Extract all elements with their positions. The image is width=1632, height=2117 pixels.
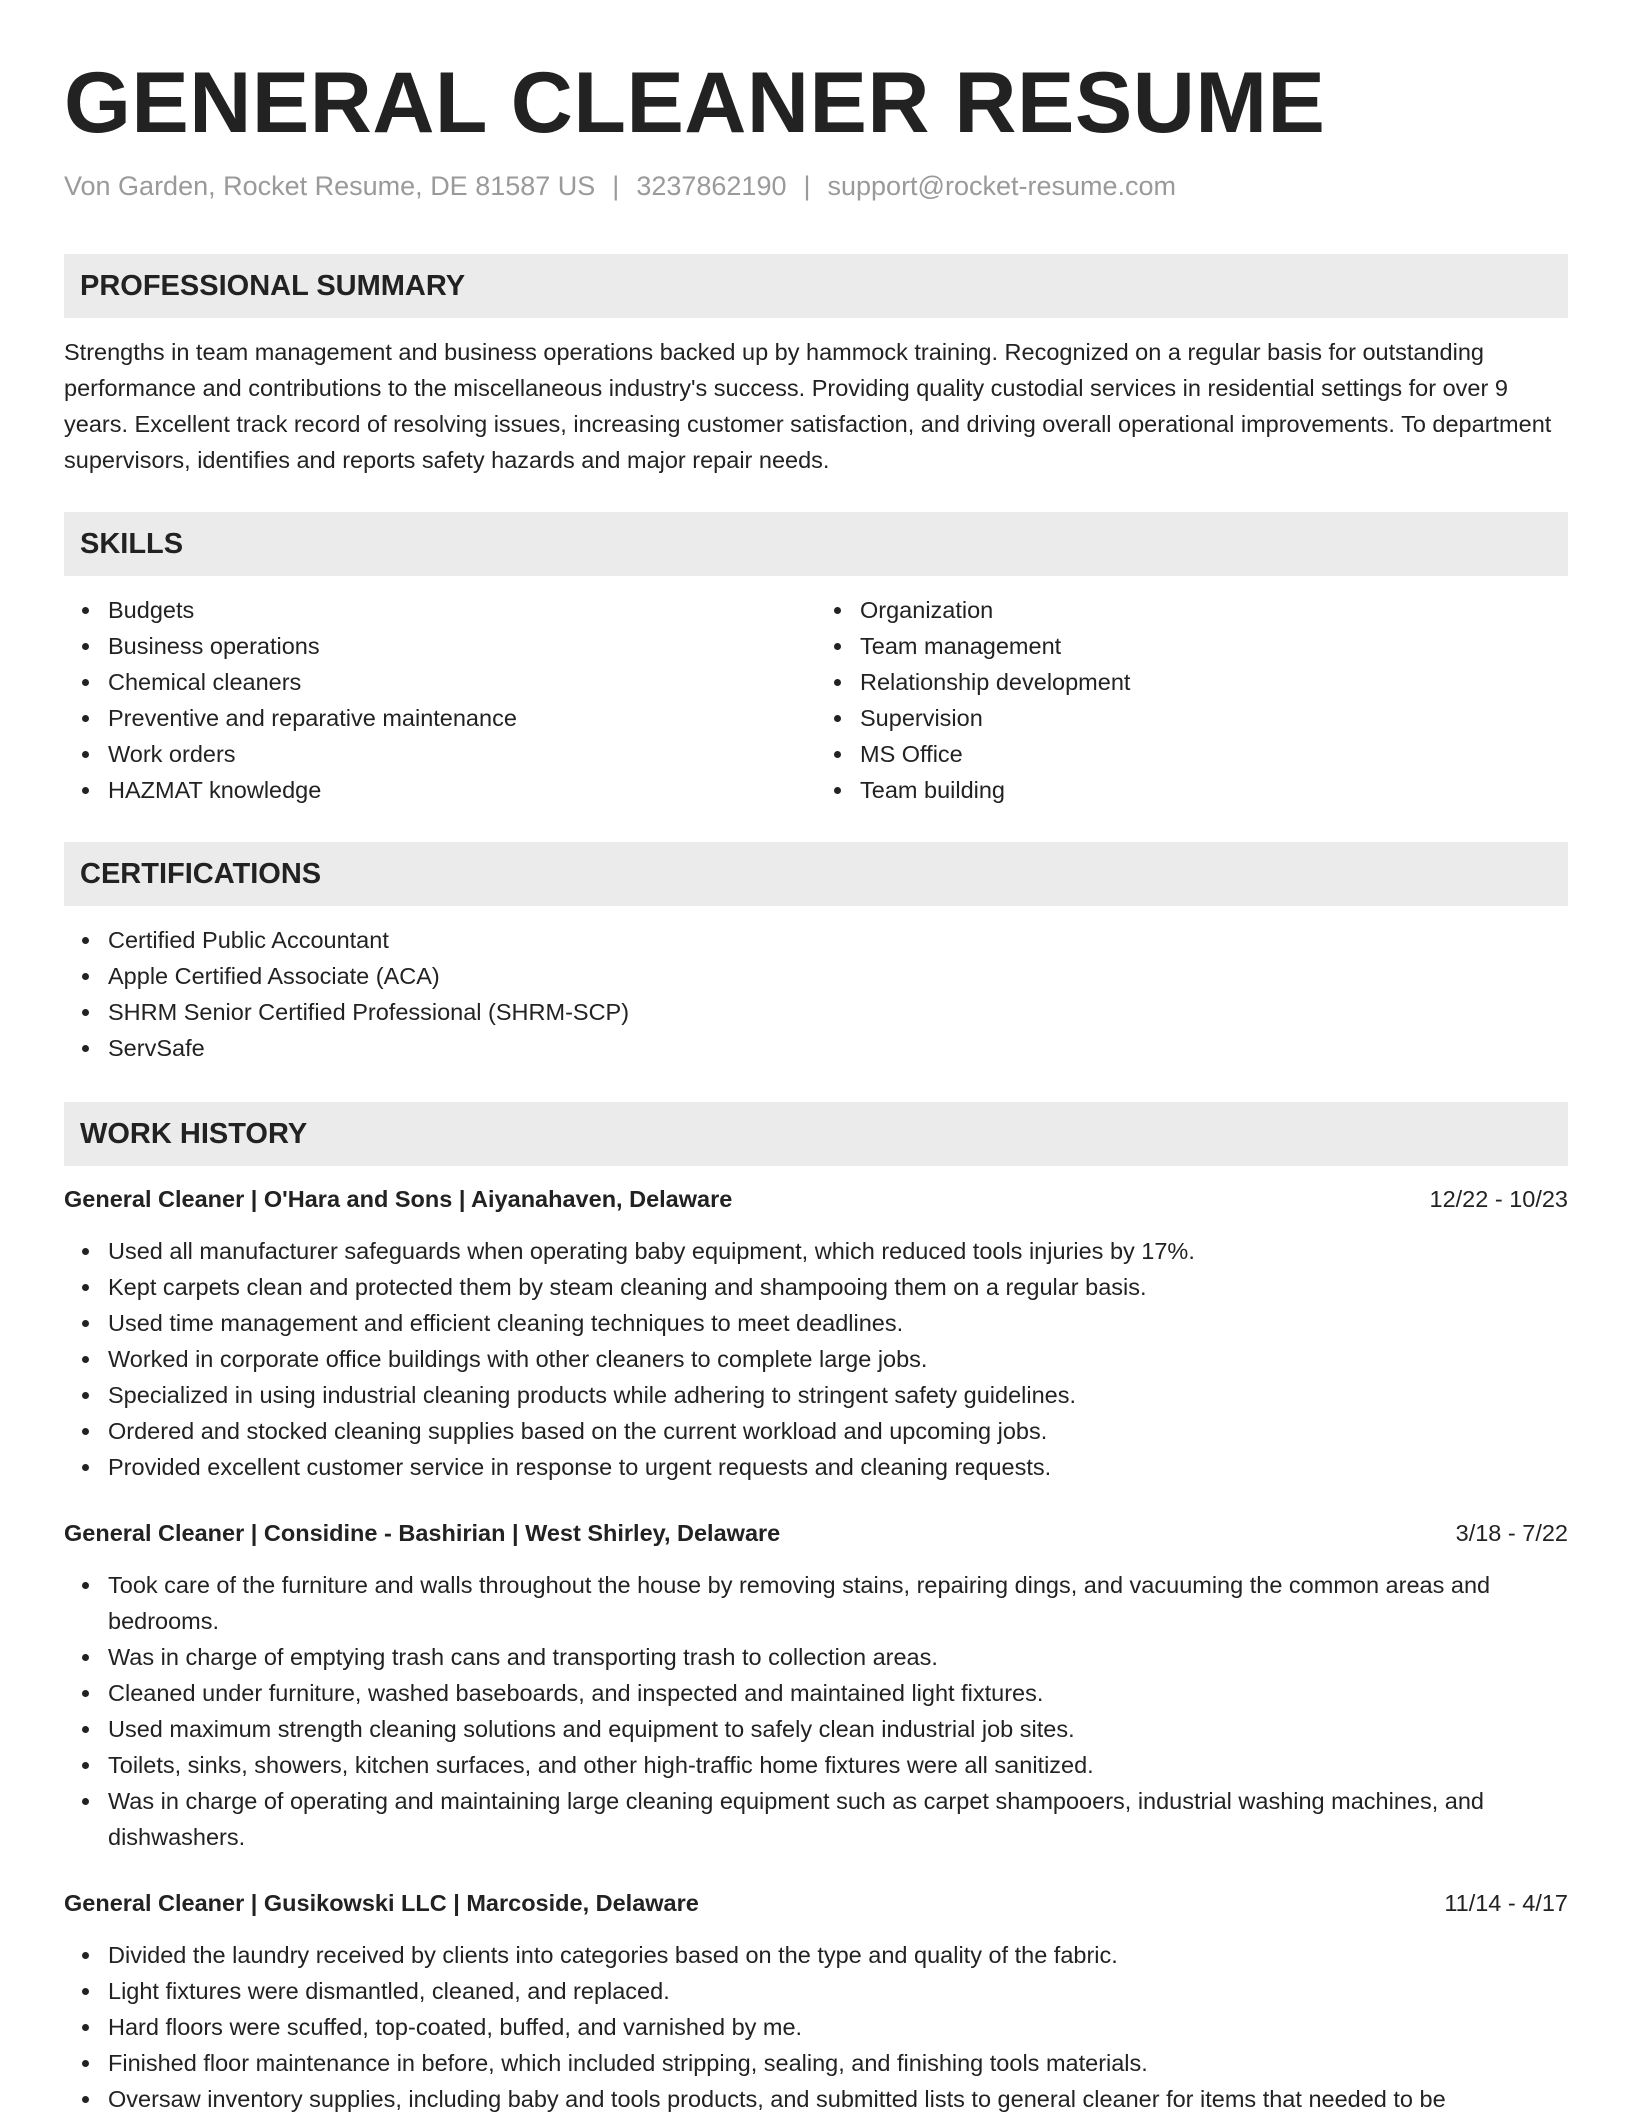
job-bullet: Specialized in using industrial cleaning products while adhering to stringent safety guidelines. xyxy=(108,1377,1568,1413)
skill-item: MS Office xyxy=(860,736,1568,772)
skill-item: Team building xyxy=(860,772,1568,808)
skill-item: Budgets xyxy=(108,592,816,628)
summary-text: Strengths in team management and business operations backed up by hammock training. Recognized on a regular basis for outstanding performance and contributions to the miscellaneous industry's success. Providing quality custodial services in residential settings for over 9 years. Excellent track record of resolving issues, increasing customer satisfaction, and driving overall operational improvements. To department supervisors, identifies and reports safety hazards and major repair needs. xyxy=(64,339,1552,473)
job-bullet: Used maximum strength cleaning solutions and equipment to safely clean industrial job sites. xyxy=(108,1711,1568,1747)
job-entry xyxy=(64,1181,1568,1485)
job-title: General Cleaner | O'Hara and Sons | Aiyanahaven, Delaware xyxy=(64,1186,733,1212)
job-bullet: Light fixtures were dismantled, cleaned, and replaced. xyxy=(108,1973,1568,2009)
certifications-section-header: CERTIFICATIONS xyxy=(64,842,1568,906)
job-bullet: Kept carpets clean and protected them by steam cleaning and shampooing them on a regular basis. xyxy=(108,1269,1568,1305)
job-bullet: Toilets, sinks, showers, kitchen surfaces, and other high-traffic home fixtures were all sanitized. xyxy=(108,1747,1568,1783)
job-bullet: Divided the laundry received by clients into categories based on the type and quality of the fabric. xyxy=(108,1937,1568,1973)
skill-item: Team management xyxy=(860,628,1568,664)
summary-section-header: PROFESSIONAL SUMMARY xyxy=(64,254,1568,318)
contact-email: support@rocket-resume.com xyxy=(827,171,1177,201)
job-bullet: Was in charge of emptying trash cans and transporting trash to collection areas. xyxy=(108,1639,1568,1675)
job-entry xyxy=(64,1515,1568,1855)
skill-item: Preventive and reparative maintenance xyxy=(108,700,816,736)
contact-line xyxy=(64,168,1568,204)
contact-separator: | xyxy=(803,171,811,201)
resume-page xyxy=(64,0,1568,2117)
job-dates: 11/14 - 4/17 xyxy=(1444,1890,1568,1916)
job-bullet-list xyxy=(64,1233,1568,1485)
job-bullet-list xyxy=(64,1567,1568,1855)
job-dates: 12/22 - 10/23 xyxy=(1429,1186,1568,1212)
certification-item: ServSafe xyxy=(108,1030,1568,1066)
job-bullet: Took care of the furniture and walls throughout the house by removing stains, repairing dings, and vacuuming the common areas and bedrooms. xyxy=(108,1567,1568,1639)
skills-section-header: SKILLS xyxy=(64,512,1568,576)
skill-item: Relationship development xyxy=(860,664,1568,700)
job-bullet: Finished floor maintenance in before, which included stripping, sealing, and finishing tools materials. xyxy=(108,2045,1568,2081)
job-heading xyxy=(64,1885,1568,1921)
job-bullet: Worked in corporate office buildings with other cleaners to complete large jobs. xyxy=(108,1341,1568,1377)
certification-item: Certified Public Accountant xyxy=(108,922,1568,958)
job-bullet: Was in charge of operating and maintaining large cleaning equipment such as carpet shampooers, industrial washing machines, and dishwashers. xyxy=(108,1783,1568,1855)
job-bullet: Ordered and stocked cleaning supplies based on the current workload and upcoming jobs. xyxy=(108,1413,1568,1449)
job-bullet-list xyxy=(64,1937,1568,2117)
job-title: General Cleaner | Considine - Bashirian | West Shirley, Delaware xyxy=(64,1520,781,1546)
job-entry xyxy=(64,1885,1568,2117)
skills-list-right xyxy=(816,592,1568,808)
skill-item: Supervision xyxy=(860,700,1568,736)
certification-item: Apple Certified Associate (ACA) xyxy=(108,958,1568,994)
work-history-section-header: WORK HISTORY xyxy=(64,1102,1568,1166)
job-bullet: Cleaned under furniture, washed baseboards, and inspected and maintained light fixtures. xyxy=(108,1675,1568,1711)
job-title: General Cleaner | Gusikowski LLC | Marcoside, Delaware xyxy=(64,1890,699,1916)
skill-item: Chemical cleaners xyxy=(108,664,816,700)
contact-address: Von Garden, Rocket Resume, DE 81587 US xyxy=(64,171,596,201)
job-bullet: Provided excellent customer service in response to urgent requests and cleaning requests. xyxy=(108,1449,1568,1485)
job-dates: 3/18 - 7/22 xyxy=(1455,1520,1568,1546)
skill-item: HAZMAT knowledge xyxy=(108,772,816,808)
contact-phone: 3237862190 xyxy=(636,171,787,201)
job-heading xyxy=(64,1181,1568,1217)
job-heading xyxy=(64,1515,1568,1551)
certification-item: SHRM Senior Certified Professional (SHRM-SCP) xyxy=(108,994,1568,1030)
certifications-list xyxy=(64,922,1568,1066)
skills-columns xyxy=(64,592,1568,808)
skill-item: Business operations xyxy=(108,628,816,664)
job-bullet: Used time management and efficient cleaning techniques to meet deadlines. xyxy=(108,1305,1568,1341)
contact-separator: | xyxy=(612,171,620,201)
job-bullet: Hard floors were scuffed, top-coated, buffed, and varnished by me. xyxy=(108,2009,1568,2045)
job-bullet: Oversaw inventory supplies, including baby and tools products, and submitted lists to general cleaner for items that needed to be xyxy=(108,2081,1568,2117)
skills-list-left xyxy=(64,592,816,808)
skill-item: Organization xyxy=(860,592,1568,628)
skill-item: Work orders xyxy=(108,736,816,772)
resume-title: GENERAL CLEANER RESUME xyxy=(64,55,1326,151)
job-bullet: Used all manufacturer safeguards when operating baby equipment, which reduced tools injuries by 17%. xyxy=(108,1233,1568,1269)
